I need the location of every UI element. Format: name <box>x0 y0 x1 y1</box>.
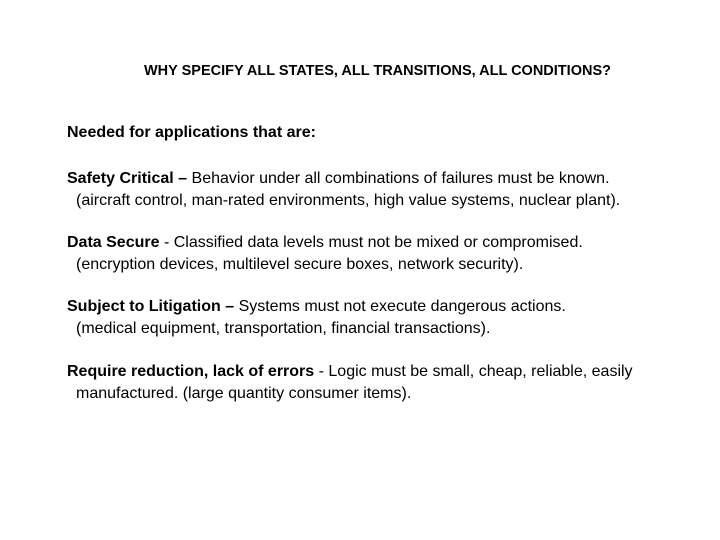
item-term: Require reduction, lack of errors <box>67 363 315 380</box>
item-first-line <box>67 170 610 187</box>
item-term: Data Secure <box>67 234 160 251</box>
item-description: Logic must be small, cheap, reliable, easily <box>328 363 633 380</box>
item-separator: - <box>314 363 329 380</box>
item-separator: – <box>173 170 192 187</box>
list-item-require-reduction <box>67 361 633 405</box>
list-item-safety-critical <box>67 168 620 212</box>
item-examples: (medical equipment, transportation, financial transactions). <box>76 320 491 337</box>
item-first-line <box>67 298 566 315</box>
item-first-line <box>67 363 633 380</box>
item-term: Subject to Litigation <box>67 298 221 315</box>
item-first-line <box>67 234 583 251</box>
item-examples: manufactured. (large quantity consumer items). <box>76 385 412 402</box>
slide-title: WHY SPECIFY ALL STATES, ALL TRANSITIONS, ALL CONDITIONS? <box>144 63 611 79</box>
list-item-subject-to-litigation <box>67 296 566 340</box>
item-description: Systems must not execute dangerous actions. <box>238 298 566 315</box>
item-examples: (aircraft control, man-rated environments, high value systems, nuclear plant). <box>76 192 621 209</box>
item-term: Safety Critical <box>67 170 174 187</box>
item-examples: (encryption devices, multilevel secure boxes, network security). <box>76 256 524 273</box>
item-description: Behavior under all combinations of failures must be known. <box>191 170 610 187</box>
item-description: Classified data levels must not be mixed or compromised. <box>173 234 583 251</box>
intro-text: Needed for applications that are: <box>67 124 316 141</box>
item-separator: - <box>159 234 174 251</box>
item-separator: – <box>220 298 239 315</box>
list-item-data-secure <box>67 232 583 276</box>
